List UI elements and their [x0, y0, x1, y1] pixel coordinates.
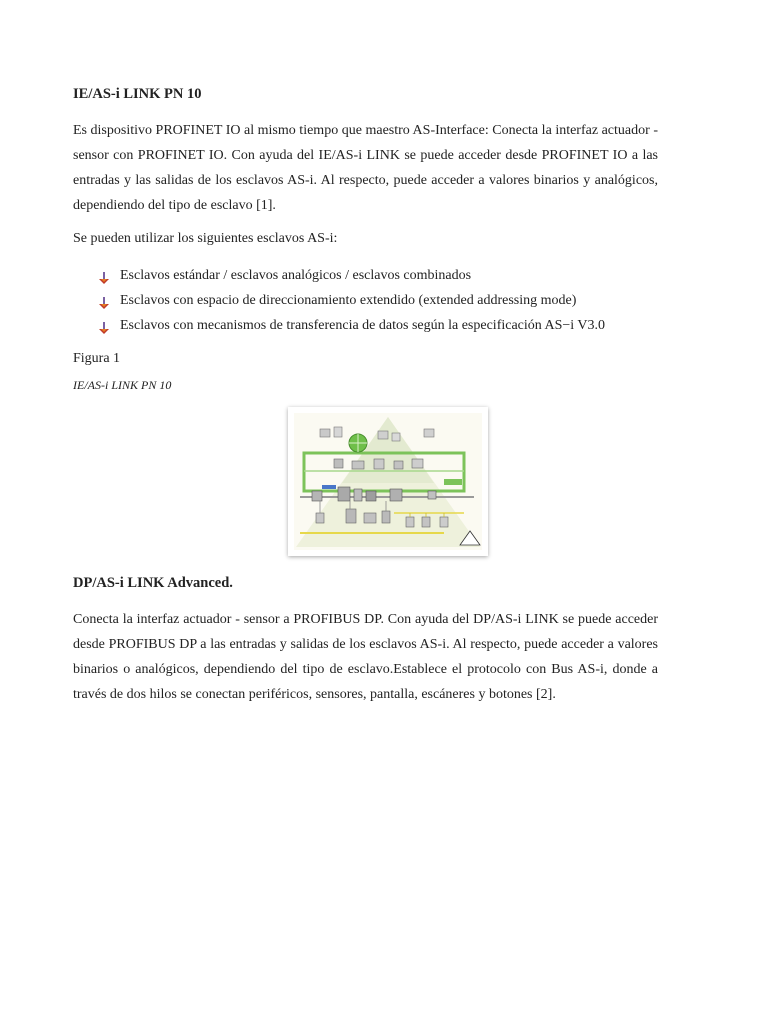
section-heading-dp-asi-link: DP/AS-i LINK Advanced. [73, 575, 233, 591]
section-paragraph-dp-asi-link: Conecta la interfaz actuador - sensor a PROFIBUS DP. Con ayuda del DP/AS-i LINK se puede acceder desde PROFIBUS DP a las entradas y salidas de los esclavos AS-i. Al respecto, puede acceder a valores binarios o analógicos, dependiendo del tipo de esclavo.Establece el protocolo con Bus AS-i, donde a través de dos hilos se conectan periféricos, sensores, pantalla, escáneres y botones [2]. [73, 612, 658, 702]
list-item [97, 313, 605, 338]
section-paragraph-ie-asi-link: Es dispositivo PROFINET IO al mismo tiempo que maestro AS-Interface: Conecta la interfaz actuador - sensor con PROFINET IO. Con ayuda del IE/AS-i LINK se puede acceder desde PROFINET IO a las entradas y las salidas de los esclavos AS-i. Al respecto, puede acceder a valores binarios y analógicos, dependiendo del tipo de esclavo [1]. [73, 123, 658, 213]
list-item [97, 263, 605, 288]
slaves-intro-text: Se pueden utilizar los siguientes esclavos AS-i: [73, 231, 338, 246]
network-diagram-image [294, 413, 482, 550]
figure-label: Figura 1 [73, 351, 121, 366]
figure-caption: IE/AS-i LINK PN 10 [73, 378, 172, 392]
arrow-bullet-icon [97, 294, 111, 308]
bullet-text: Esclavos estándar / esclavos analógicos / esclavos combinados [120, 268, 472, 283]
section-heading-ie-asi-link: IE/AS-i LINK PN 10 [73, 86, 202, 102]
network-diagram-figure [288, 407, 488, 556]
bullet-text: Esclavos con espacio de direccionamiento extendido (extended addressing mode) [120, 293, 577, 308]
arrow-bullet-icon [97, 269, 111, 283]
bullet-text: Esclavos con mecanismos de transferencia de datos según la especificación AS−i V3.0 [120, 318, 606, 333]
arrow-bullet-icon [97, 319, 111, 333]
list-item [97, 288, 605, 313]
slaves-bullet-list [97, 263, 605, 338]
